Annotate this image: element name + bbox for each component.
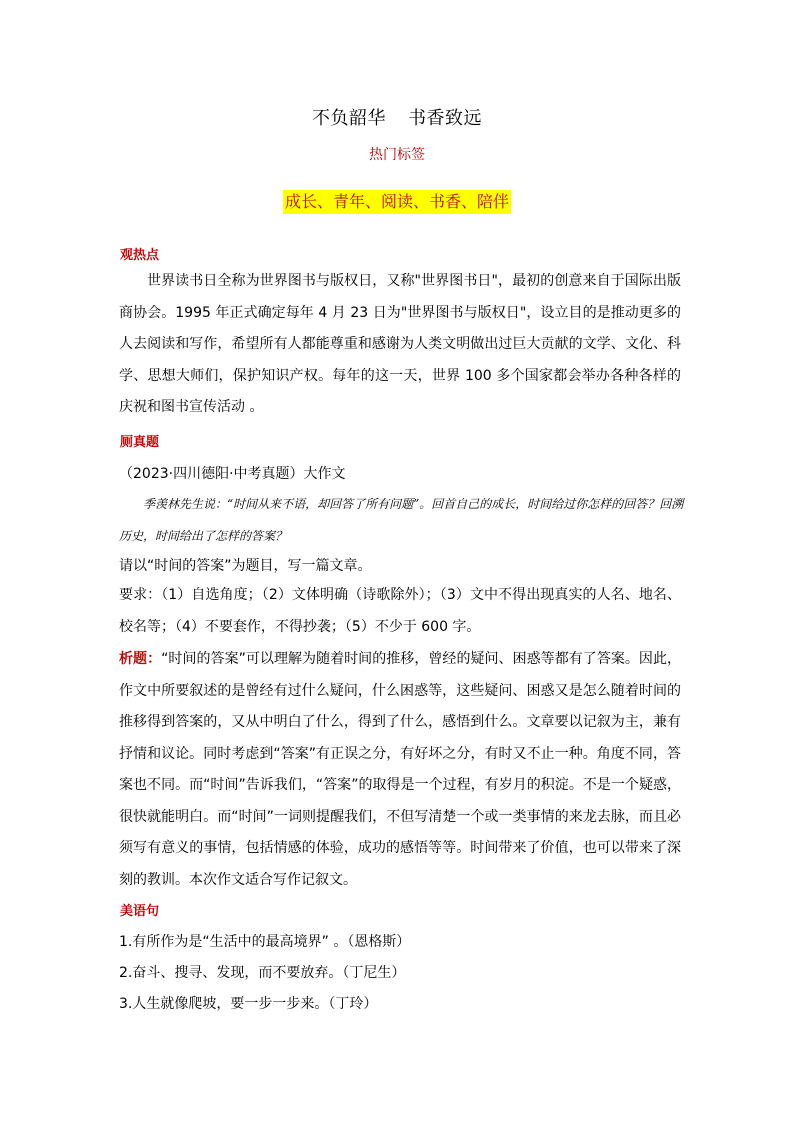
tags-highlight: 成长、青年、阅读、书香、陪伴 xyxy=(283,190,511,214)
analysis-paragraph xyxy=(119,644,681,896)
title-part-2: 书香致远 xyxy=(408,108,482,129)
exam-prompt: 请以“时间的答案”为题目，写一篇文章。 xyxy=(119,558,372,574)
exam-quote: 季羡林先生说：“时间从来不语，却回答了所有问题”。回首自己的成长，时间给过你怎样的回答？回溯历史，时间给出了怎样的答案？ xyxy=(119,497,684,543)
section-heading-exam: 厕真题 xyxy=(120,435,160,450)
hotspot-paragraph: 世界读书日全称为世界图书与版权日，又称"世界图书日"，最初的创意来自于国际出版商协会。1995 年正式确定每年 4 月 23 日为"世界图书与版权日"，设立目的是推动更多的人去阅读和写作，希望所有人都能尊重和感谢为人类文明做出过巨大贡献的文学、文化、科学、思想大师们，保护知识产权。每年的这一天，世界 100 多个国家都会举办各种各样的庆祝和图书宣传活动 。 xyxy=(119,273,681,415)
analysis-body: “时间的答案”可以理解为随着时间的推移，曾经的疑问、困惑等都有了答案。因此，作文中所要叙述的是曾经有过什么疑问，什么困惑等，这些疑问、困惑又是怎么随着时间的推移得到答案的，又从中明白了什么，得到了什么，感悟到什么。文章要以记叙为主，兼有抒情和议论。同时考虑到“答案”有正误之分，有好坏之分，有时又不止一种。角度不同，答案也不同。而“时间”告诉我们，“答案”的取得是一个过程，有岁月的积淀。不是一个疑惑，很快就能明白。而“时间”一词则提醒我们，不但写清楚一个或一类事情的来龙去脉，而且必须写有意义的事情，包括情感的体验，成功的感悟等等。时间带来了价值，也可以带来了深刻的教训。本次作文适合写作记叙文。 xyxy=(119,651,682,888)
section-heading-hotspot: 观热点 xyxy=(120,248,160,263)
hot-tags-label: 热门标签 xyxy=(369,147,425,163)
section-heading-quotes: 美语句 xyxy=(120,904,160,919)
exam-source: （2023·四川德阳·中考真题）大作文 xyxy=(119,466,346,482)
title-part-1: 不负韶华 xyxy=(312,108,386,129)
exam-requirements: 要求：（1）自选角度；（2）文体明确（诗歌除外）；（3）文中不得出现真实的人名、地名、校名等；（4）不要套作，不得抄袭；（5）不少于 600 字。 xyxy=(119,587,681,635)
quote-item: 1.有所作为是“生活中的最高境界” 。（恩格斯） xyxy=(119,934,411,950)
tags-container xyxy=(0,190,794,214)
quote-item: 2.奋斗、搜寻、发现，而不要放弃。（丁尼生） xyxy=(119,965,406,981)
document-title xyxy=(0,104,794,130)
quote-item: 3.人生就像爬坡，要一步一步来。（丁玲） xyxy=(119,996,378,1012)
analysis-label: 析题： xyxy=(119,651,162,667)
